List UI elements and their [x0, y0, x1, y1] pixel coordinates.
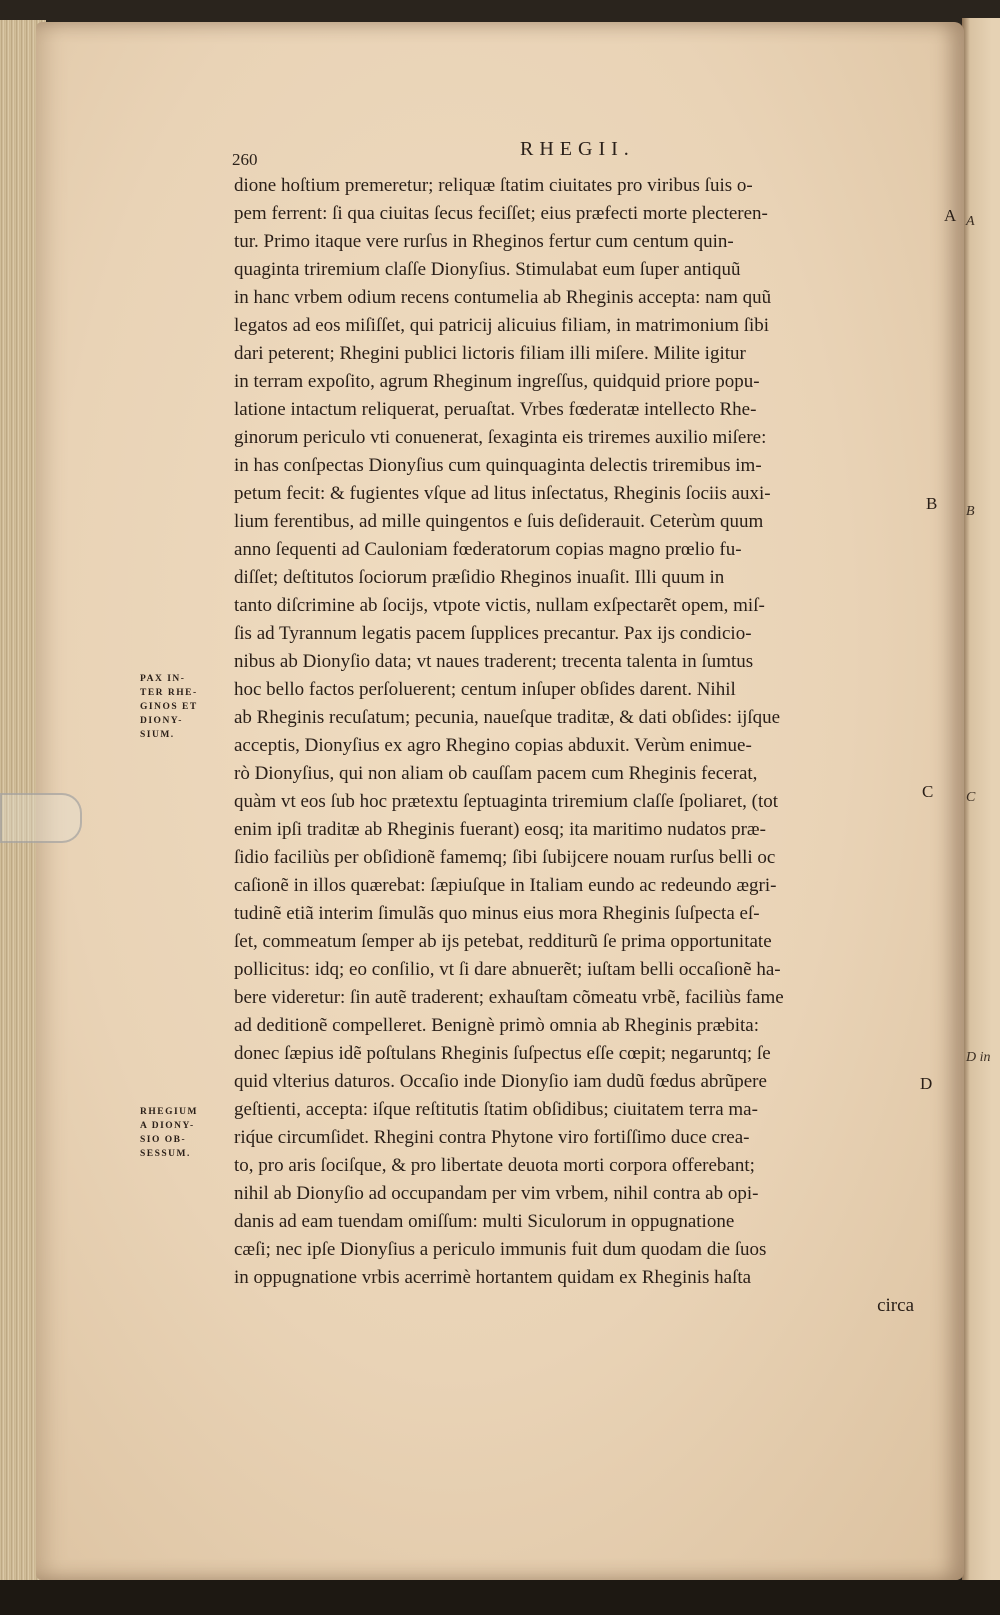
section-letter: C: [922, 782, 934, 801]
running-head: RHEGII.: [520, 138, 635, 160]
facing-page-fragment: D in: [966, 1050, 991, 1065]
text-line: nibus ab Dionyſio data; vt naues traderent; trecenta talenta in ſumtus: [234, 651, 754, 672]
section-letter: B: [926, 494, 938, 513]
text-line: geſtienti, accepta: iſque reſtitutis ſtatim obſidibus; ciuitatem terra ma-: [234, 1099, 758, 1120]
text-line: riq́ue circumſidet. Rhegini contra Phytone viro fortiſſimo duce crea-: [234, 1127, 750, 1148]
text-line: donec ſæpius idẽ poſtulans Rheginis ſuſpectus eſſe cœpit; negaruntq; ſe: [234, 1043, 771, 1064]
facing-page-edge: [962, 18, 1000, 1584]
text-line: tudinẽ etiã interim ſimulãs quo minus eius mora Rheginis ſuſpecta eſ-: [234, 903, 760, 924]
text-line: nihil ab Dionyſio ad occupandam per vim vrbem, nihil contra ab opi-: [234, 1183, 759, 1204]
text-line: in oppugnatione vrbis acerrimè hortantem quidam ex Rheginis haſta: [234, 1267, 752, 1288]
text-line: caſionẽ in illos quærebat: ſæpiuſque in Italiam eundo ac redeundo ægri-: [234, 875, 777, 896]
page-number: 260: [232, 150, 258, 169]
text-line: ſidio faciliùs per obſidionẽ famemq; ſibi ſubijcere nouam rurſus belli oc: [234, 847, 776, 868]
text-line: ſet, commeatum ſemper ab ijs petebat, redditurũ ſe prima opportunitate: [234, 931, 772, 952]
text-line: acceptis, Dionyſius ex agro Rhegino copias abduxit. Verùm enimue-: [234, 735, 752, 756]
text-line: tur. Primo itaque vere rurſus in Rheginos fertur cum centum quin-: [234, 231, 734, 252]
text-line: bere videretur: ſin autẽ traderent; exhauſtam cõmeatu vrbẽ, faciliùs fame: [234, 987, 784, 1008]
text-line: pollicitus: idq; eo conſilio, vt ſi dare abnuerẽt; iuſtam belli occaſionẽ ha-: [234, 959, 781, 980]
text-line: diſſet; deſtitutos ſociorum præſidio Rheginos inuaſit. Illi quum in: [234, 567, 725, 588]
facing-page-fragment: C: [966, 790, 976, 805]
page-clip-marker: [0, 793, 82, 843]
text-line: ſis ad Tyrannum legatis pacem ſupplices precantur. Pax ijs condicio-: [234, 623, 752, 644]
section-letter: A: [944, 206, 957, 225]
text-line: in has conſpectas Dionyſius cum quinquaginta delectis triremibus im-: [234, 455, 762, 476]
text-line: dari peterent; Rhegini publici lictoris filiam illi miſere. Milite igitur: [234, 343, 746, 364]
text-line: danis ad eam tuendam omiſſum: multi Siculorum in oppugnatione: [234, 1211, 735, 1232]
text-line: cæſi; nec ipſe Dionyſius a periculo immunis fuit dum quodam die ſuos: [234, 1239, 767, 1260]
body-text: [234, 172, 934, 1320]
margin-note: PAX IN- TER RHE- GINOS ET DIONY- SIUM.: [140, 674, 198, 740]
text-line: quid vlterius daturos. Occaſio inde Dionyſio iam dudũ fœdus abrũpere: [234, 1071, 767, 1092]
text-line: dione hoſtium premeretur; reliquæ ſtatim ciuitates pro viribus ſuis o-: [234, 175, 753, 196]
section-letter: D: [920, 1074, 933, 1093]
text-line: ab Rheginis recuſatum; pecunia, naueſque traditæ, & dati obſides: ijſque: [234, 707, 781, 728]
margin-note: RHEGIUM A DIONY- SIO OB- SESSUM.: [140, 1107, 198, 1159]
text-line: tanto diſcrimine ab ſocijs, vtpote victis, nullam exſpectarẽt opem, miſ-: [234, 595, 765, 616]
text-line: enim ipſi traditæ ab Rheginis fuerant) eosq; ita maritimo nudatos præ-: [234, 819, 766, 840]
text-line: lium ferentibus, ad mille quingentos e ſuis deſiderauit. Ceterùm quum: [234, 511, 764, 532]
text-line: anno ſequenti ad Cauloniam fœderatorum copias magno prœlio fu-: [234, 539, 742, 560]
background-shadow: [0, 1580, 1000, 1615]
text-line: ad deditionẽ compelleret. Benignè primò omnia ab Rheginis præbita:: [234, 1015, 760, 1036]
catchword: circa: [877, 1295, 914, 1316]
text-line: petum fecit: & fugientes vſque ad litus inſectatus, Rheginis ſociis auxi-: [234, 483, 771, 504]
text-line: latione intactum reliquerat, peruaſtat. Vrbes fœderatæ intellecto Rhe-: [234, 399, 757, 420]
text-line: pem ferrent: ſi qua ciuitas ſecus feciſſet; eius præfecti morte plecteren-: [234, 203, 768, 224]
text-line: quaginta triremium claſſe Dionyſius. Stimulabat eum ſuper antiquũ: [234, 259, 741, 280]
text-line: to, pro aris ſociſque, & pro libertate deuota morti corpora offerebant;: [234, 1155, 755, 1176]
text-line: in hanc vrbem odium recens contumelia ab Rheginis accepta: nam quũ: [234, 287, 772, 308]
facing-page-fragment: A: [966, 214, 975, 229]
text-line: hoc bello factos perſoluerent; centum inſuper obſides darent. Nihil: [234, 679, 736, 700]
facing-page-fragment: B: [966, 504, 975, 519]
text-line: quàm vt eos ſub hoc prætextu ſeptuaginta triremium claſſe ſpoliaret, (tot: [234, 791, 778, 812]
text-line: rò Dionyſius, qui non aliam ob cauſſam pacem cum Rheginis fecerat,: [234, 763, 758, 784]
text-line: in terram expoſito, agrum Rheginum ingreſſus, quidquid priore popu-: [234, 371, 760, 392]
text-line: ginorum periculo vti conuenerat, ſexaginta eis triremes auxilio miſere:: [234, 427, 767, 448]
text-line: legatos ad eos miſiſſet, qui patricij alicuius filiam, in matrimonium ſibi: [234, 315, 770, 336]
